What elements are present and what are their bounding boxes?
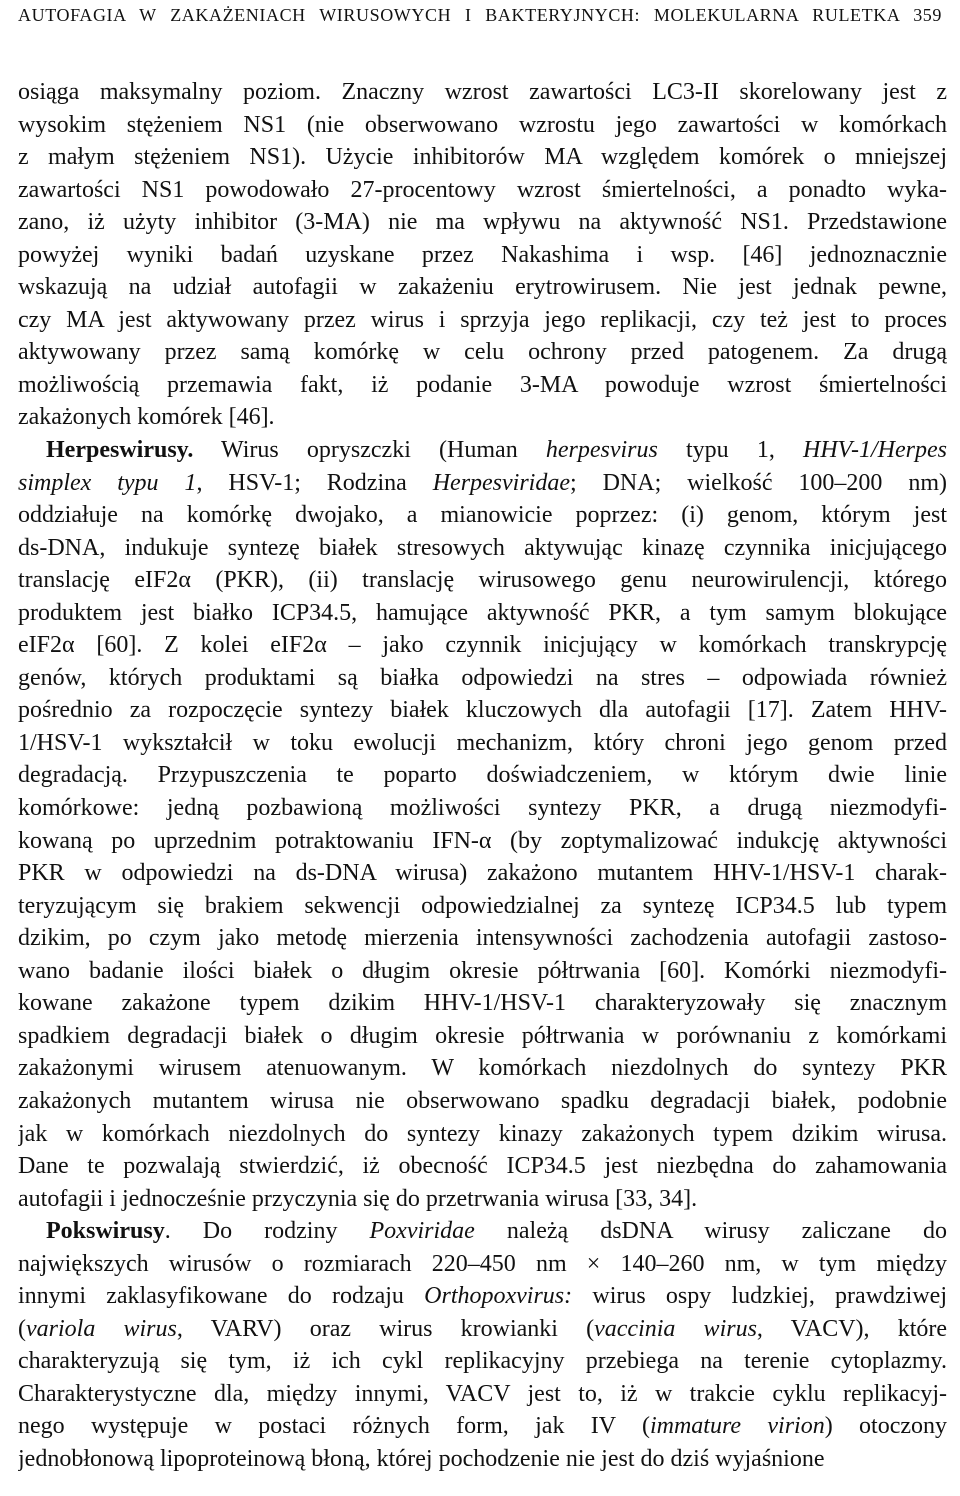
text-run: jak w komórkach niezdolnych do syntezy kinazy zakażonych typem dzikim wirusa. xyxy=(18,1120,947,1147)
italic-term: simplex typu 1 xyxy=(18,469,197,496)
text-run: , VACV), które xyxy=(756,1315,947,1342)
text-line xyxy=(18,499,947,532)
text-run: kowaną po uprzednim potraktowaniu IFN-α (by zoptymalizować indukcję aktywności xyxy=(18,827,947,854)
italic-term: vaccinia wirus xyxy=(594,1315,757,1342)
text-run: Wirus opryszczki (Human xyxy=(193,437,546,464)
text-run: komórkowe: jedną pozbawioną możliwości syntezy PKR, a drugą niezmodyfi- xyxy=(18,795,947,822)
text-line xyxy=(18,532,947,565)
text-line xyxy=(18,694,947,727)
text-line xyxy=(18,1150,947,1183)
text-run: eIF2α [60]. Z kolei eIF2α – jako czynnik inicjujący w komórkach transkrypcję xyxy=(18,632,947,659)
text-line xyxy=(18,564,947,597)
text-run: należą dsDNA wirusy zaliczane do xyxy=(474,1218,947,1245)
text-line xyxy=(18,239,947,272)
text-run: zakażonych mutantem wirusa nie obserwowano spadku degradacji białek, podobnie xyxy=(18,1087,947,1114)
text-line xyxy=(18,597,947,630)
text-line xyxy=(18,955,947,988)
text-line xyxy=(18,1215,947,1248)
text-line xyxy=(18,629,947,662)
text-run: dzikim, po czym jako metodę mierzenia intensywności zachodzenia autofagii zastoso- xyxy=(18,925,947,952)
text-line xyxy=(18,1378,947,1411)
text-line xyxy=(18,792,947,825)
section-heading: Pokswirusy xyxy=(46,1218,165,1245)
text-run: wskazują na udział autofagii w zakażeniu erytrowirusem. Nie jest jednak pewne, xyxy=(18,274,947,301)
text-line xyxy=(18,304,947,337)
text-run: , HSV-1; Rodzina xyxy=(196,469,433,496)
text-run: PKR w odpowiedzi na ds-DNA wirusa) zakażono mutantem HHV-1/HSV-1 charak- xyxy=(18,860,947,887)
section-heading: Herpeswirusy. xyxy=(46,437,194,464)
text-run: ds-DNA, indukuje syntezę białek stresowych aktywując kinazę czynnika inicjującego xyxy=(18,534,947,561)
text-line xyxy=(18,1248,947,1281)
text-line xyxy=(18,141,947,174)
text-line xyxy=(18,1183,947,1216)
text-run: teryzującym się brakiem sekwencji odpowiedzialnej za syntezę ICP34.5 lub typem xyxy=(18,892,947,919)
text-run: zawartości NS1 powodowało 27-procentowy wzrost śmiertelności, a ponadto wyka- xyxy=(18,176,947,203)
text-run: jednobłonową lipoproteinową błoną, której pochodzenie nie jest do dziś wyjaśnione xyxy=(18,1445,825,1472)
text-line xyxy=(18,857,947,890)
text-line xyxy=(18,1410,947,1443)
italic-term: variola wirus xyxy=(26,1315,177,1342)
text-line xyxy=(18,369,947,402)
text-line xyxy=(18,109,947,142)
text-line xyxy=(18,1020,947,1053)
text-line xyxy=(18,759,947,792)
italic-term: Poxviridae xyxy=(369,1218,475,1245)
text-run: ) otoczony xyxy=(824,1413,947,1440)
text-run: zakażonymi wirusem atenuowanym. W komórkach niezdolnych do syntezy PKR xyxy=(18,1055,947,1082)
text-run: kowane zakażone typem dzikim HHV-1/HSV-1 charakteryzowały się znacznym xyxy=(18,990,947,1017)
text-run: degradacją. Przypuszczenia te poparto doświadczeniem, w którym dwie linie xyxy=(18,762,947,789)
italic-term: HHV-1/Herpes xyxy=(803,437,947,464)
italic-term: herpesvirus xyxy=(545,437,658,464)
text-run: autofagii i jednocześnie przyczynia się do przetrwania wirusa [33, 34]. xyxy=(18,1185,698,1212)
text-run: typu 1, xyxy=(657,437,804,464)
text-line xyxy=(18,1443,947,1476)
text-run: największych wirusów o rozmiarach 220–450 nm × 140–260 nm, w tym między xyxy=(18,1250,947,1277)
text-line xyxy=(18,1280,947,1313)
text-line xyxy=(18,922,947,955)
italic-term: Orthopoxvirus: xyxy=(424,1283,573,1310)
running-head: AUTOFAGIA W ZAKAŻENIACH WIRUSOWYCH I BAKTERYJNYCH: MOLEKULARNA RULETKA 359 xyxy=(18,5,942,25)
text-run: produktem jest białko ICP34.5, hamujące aktywność PKR, a tym samym blokujące xyxy=(18,599,947,626)
text-line xyxy=(18,890,947,923)
text-line xyxy=(18,206,947,239)
text-line xyxy=(18,825,947,858)
text-run: genów, których produktami są białka odpowiedzi na stres – odpowiada również xyxy=(18,664,947,691)
text-run: pośrednio za rozpoczęcie syntezy białek kluczowych dla autofagii [17]. Zatem HHV- xyxy=(18,697,947,724)
text-run: translację eIF2α (PKR), (ii) translację wirusowego genu neurowirulencji, którego xyxy=(18,567,947,594)
text-run: nego występuje w postaci różnych form, jak IV ( xyxy=(18,1413,650,1440)
text-line xyxy=(18,174,947,207)
text-run: zano, iż użyty inhibitor (3-MA) nie ma wpływu na aktywność NS1. Przedstawione xyxy=(18,209,947,236)
text-run: powyżej wyniki badań uzyskane przez Nakashima i wsp. [46] jednoznacznie xyxy=(18,241,947,268)
text-run: Charakterystyczne dla, między innymi, VACV jest to, iż w trakcie cyklu replikacyj- xyxy=(18,1380,947,1407)
text-line xyxy=(18,727,947,760)
text-line xyxy=(18,271,947,304)
text-run: wano badanie ilości białek o długim okresie półtrwania [60]. Komórki niezmodyfi- xyxy=(18,957,947,984)
text-run: 1/HSV-1 wykształcił w toku ewolucji mechanizm, który chroni jego genom przed xyxy=(18,729,947,756)
text-line xyxy=(18,401,947,434)
text-run: czy MA jest aktywowany przez wirus i sprzyja jego replikacji, czy też jest to proces xyxy=(18,306,947,333)
text-run: wirus ospy ludzkiej, prawdziwej xyxy=(572,1283,947,1310)
text-run: zakażonych komórek [46]. xyxy=(18,404,275,431)
text-run: z małym stężeniem NS1). Użycie inhibitorów MA względem komórek o mniejszej xyxy=(18,144,947,171)
text-run: , VARV) oraz wirus krowianki ( xyxy=(176,1315,595,1342)
text-line xyxy=(18,1313,947,1346)
text-line xyxy=(18,1085,947,1118)
text-run: ; DNA; wielkość 100–200 nm) xyxy=(570,469,947,496)
text-line xyxy=(18,76,947,109)
text-run: ( xyxy=(18,1315,26,1342)
text-run: możliwością przemawia fakt, iż podanie 3-MA powoduje wzrost śmiertelności xyxy=(18,371,947,398)
text-line xyxy=(18,1052,947,1085)
text-run: aktywowany przez samą komórkę w celu ochrony przed patogenem. Za drugą xyxy=(18,339,947,366)
text-line xyxy=(18,987,947,1020)
italic-term: Herpesviridae xyxy=(432,469,570,496)
text-line xyxy=(18,467,947,500)
text-run: spadkiem degradacji białek o długim okresie półtrwania w porównaniu z komórkami xyxy=(18,1022,947,1049)
text-line xyxy=(18,1345,947,1378)
text-line xyxy=(18,336,947,369)
text-line xyxy=(18,1118,947,1151)
text-line xyxy=(18,662,947,695)
text-line xyxy=(18,434,947,467)
text-run: . Do rodziny xyxy=(164,1218,370,1245)
italic-term: immature virion xyxy=(649,1413,825,1440)
text-run: osiąga maksymalny poziom. Znaczny wzrost zawartości LC3-II skorelowany jest z xyxy=(18,79,947,105)
text-run: charakteryzują się tym, iż ich cykl replikacyjny przebiega na terenie cytoplazmy. xyxy=(18,1348,947,1375)
text-run: oddziałuje na komórkę dwojako, a mianowicie poprzez: (i) genom, którym jest xyxy=(18,502,947,529)
body-text xyxy=(18,76,947,1476)
text-run: innymi zaklasyfikowane do rodzaju xyxy=(18,1283,425,1310)
text-run: Dane te pozwalają stwierdzić, iż obecność ICP34.5 jest niezbędna do zahamowania xyxy=(18,1153,947,1180)
text-run: wysokim stężeniem NS1 (nie obserwowano wzrostu jego zawartości w komórkach xyxy=(18,111,947,138)
